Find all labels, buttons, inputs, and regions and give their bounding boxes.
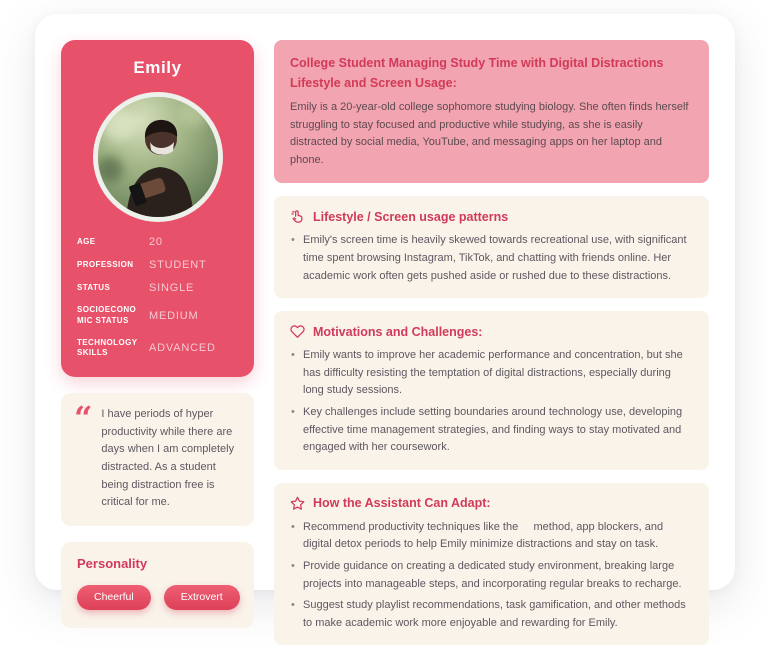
attribute-label: PROFESSION xyxy=(77,259,134,269)
hand-gesture-icon xyxy=(290,209,305,224)
profile-photo-image xyxy=(98,97,218,217)
bullet-item: • Recommend productivity techniques like the method, app blockers, and digital detox periods to help Emily minimize distractions and stay on task. xyxy=(290,519,693,554)
bullet-item: • Key challenges include setting boundaries around technology use, developing effective time management strategies, and finding ways to stay motivated and engaged with her coursework. xyxy=(290,404,693,457)
section-lifestyle-header xyxy=(290,209,693,224)
section-lifestyle xyxy=(274,196,709,298)
overview-banner xyxy=(274,40,709,183)
section-heading: How the Assistant Can Adapt: xyxy=(313,496,491,511)
heart-icon xyxy=(290,324,305,339)
attribute-row-socioeconomic-status xyxy=(77,305,238,327)
bullet-item: • Emily wants to improve her academic performance and concentration, but she has difficulty resisting the temptation of digital distractions, especially during long study sessions. xyxy=(290,347,693,400)
attribute-label: AGE xyxy=(77,236,96,246)
quote-text: I have periods of hyper productivity while there are days when I am completely distracted. As a student being distraction free is critical for me. xyxy=(101,408,235,509)
attribute-value: SINGLE xyxy=(149,282,195,294)
personality-title: Personality xyxy=(77,555,148,571)
personality-card xyxy=(61,542,254,628)
section-motivations-bullets xyxy=(290,347,693,457)
profile-photo xyxy=(93,92,223,222)
overview-title-line2: Lifestyle and Screen Usage: xyxy=(290,76,457,90)
section-assistant-adapt-bullets xyxy=(290,519,693,633)
left-column xyxy=(61,40,254,603)
attribute-value: MEDIUM xyxy=(149,309,199,322)
quote-card xyxy=(61,393,254,526)
section-heading: Lifestyle / Screen usage patterns xyxy=(313,209,509,224)
personality-traits xyxy=(77,585,238,610)
attribute-row-age xyxy=(77,236,238,248)
attribute-value: 20 xyxy=(149,236,163,248)
section-lifestyle-bullets xyxy=(290,232,693,285)
attribute-value: ADVANCED xyxy=(149,342,216,355)
trait-pill-cheerful[interactable]: Cheerful xyxy=(77,585,151,610)
attribute-label: SOCIOECONOMIC STATUS xyxy=(77,305,137,325)
section-assistant-adapt-header xyxy=(290,496,693,511)
section-assistant-adapt xyxy=(274,483,709,645)
attribute-label: TECHNOLOGY SKILLS xyxy=(77,337,138,358)
section-heading: Motivations and Challenges: xyxy=(313,324,483,339)
bullet-item: • Emily's screen time is heavily skewed towards recreational use, with significant time spent browsing Instagram, TikTok, and chatting with friends online. Her academic work often gets pushed aside or rushed due to these distractions. xyxy=(290,232,693,285)
overview-title-line1: College Student Managing Study Time with Digital Distractions xyxy=(290,56,664,70)
star-icon xyxy=(290,496,305,511)
overview-body: Emily is a 20-year-old college sophomore studying biology. She often finds herself struggling to stay focused and productive while studying, as she is easily distracted by social media, YouTube, and messaging apps on her laptop and phone. xyxy=(290,101,689,166)
attribute-row-profession xyxy=(77,259,238,271)
persona-name: Emily xyxy=(133,58,182,77)
trait-pill-extrovert[interactable]: Extrovert xyxy=(164,585,240,610)
persona-page-card xyxy=(35,14,735,629)
bullet-item: • Suggest study playlist recommendations, task gamification, and other methods to make academic work more enjoyable and rewarding for Emily. xyxy=(290,597,693,632)
attribute-label: STATUS xyxy=(77,282,111,292)
right-column xyxy=(274,40,709,629)
section-motivations-header xyxy=(290,324,693,339)
attribute-list xyxy=(73,236,242,359)
bullet-item: • Provide guidance on creating a dedicated study environment, breaking large projects into manageable steps, and incorporating regular breaks to recharge. xyxy=(290,558,693,593)
attribute-value: STUDENT xyxy=(149,259,207,271)
persona-summary-card xyxy=(61,40,254,377)
attribute-row-technology-skills xyxy=(77,338,238,360)
quote-icon: “ xyxy=(74,399,93,438)
section-motivations xyxy=(274,311,709,470)
attribute-row-status xyxy=(77,282,238,294)
